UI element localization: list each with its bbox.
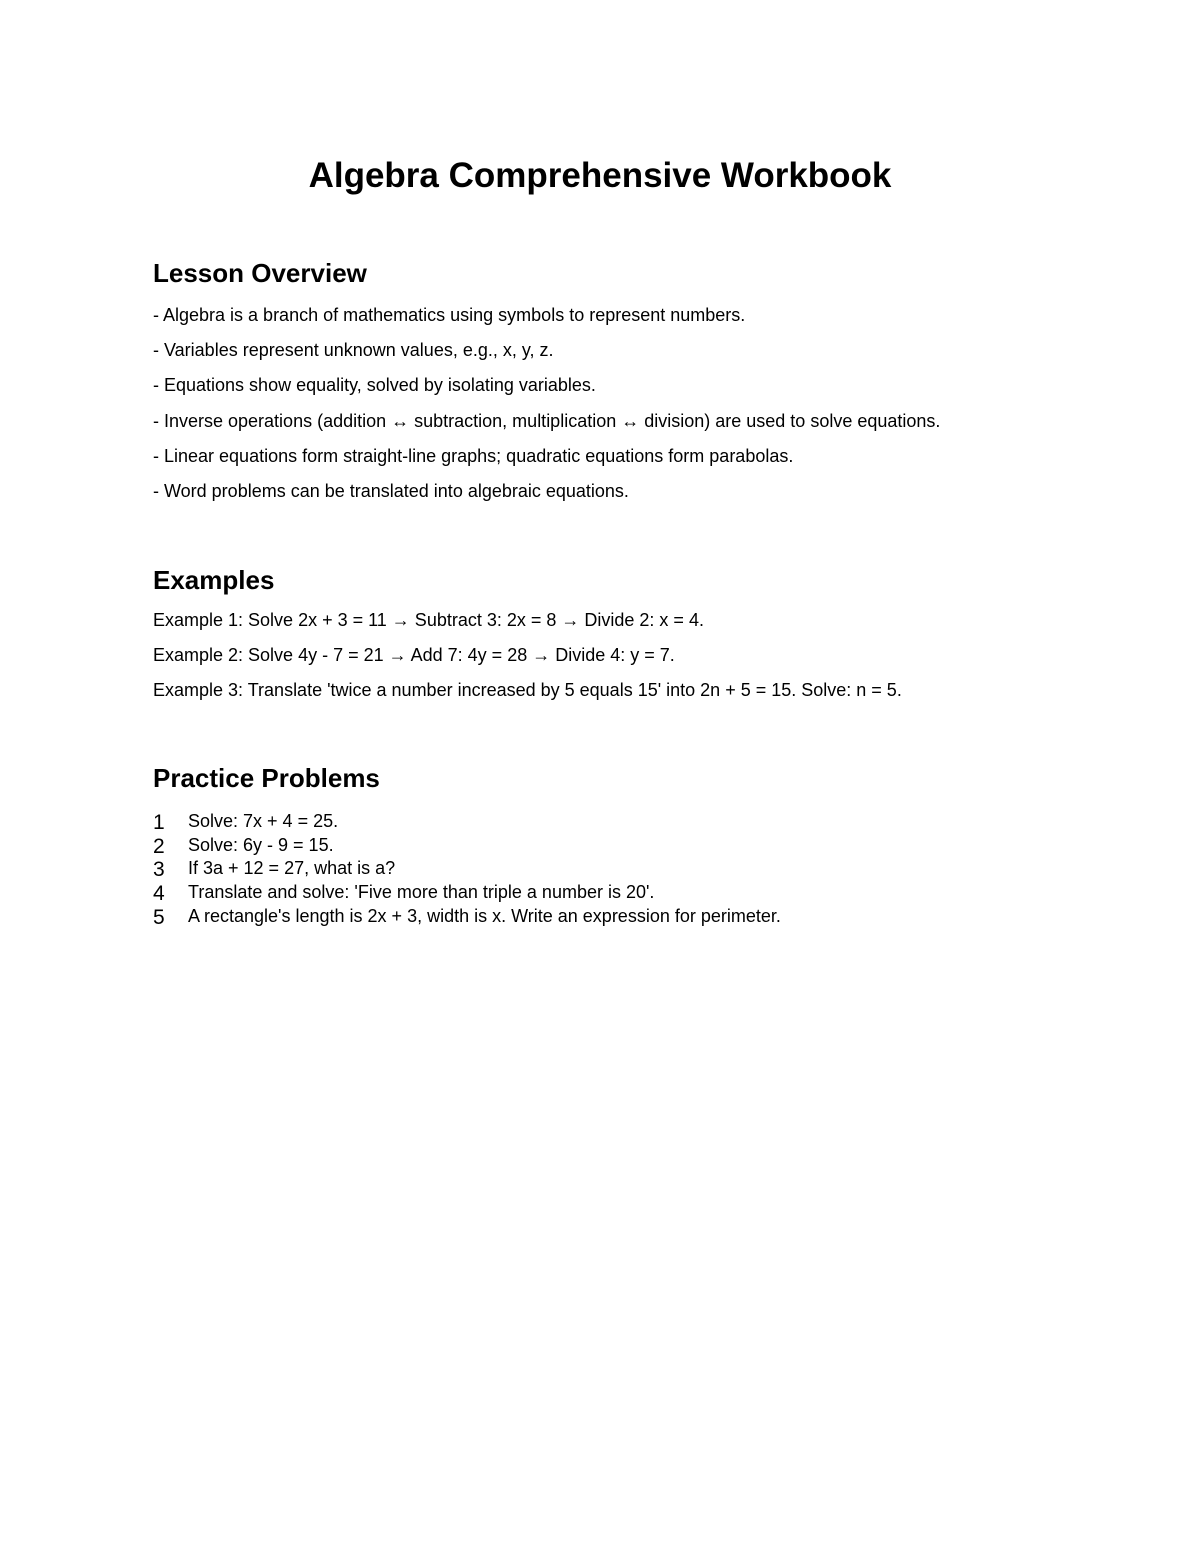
problem-text: A rectangle's length is 2x + 3, width is x. Write an expression for perimeter. xyxy=(188,905,781,926)
practice-problems-heading: Practice Problems xyxy=(153,763,380,793)
example-item: Example 3: Translate 'twice a number increased by 5 equals 15' into 2n + 5 = 15. Solve: n = 5. xyxy=(153,680,902,700)
overview-item: - Inverse operations (addition ↔ subtraction, multiplication ↔ division) are used to solve equations. xyxy=(153,411,941,431)
problem-text: Solve: 7x + 4 = 25. xyxy=(188,811,339,831)
lesson-overview-heading: Lesson Overview xyxy=(153,258,367,288)
overview-item: - Linear equations form straight-line graphs; quadratic equations form parabolas. xyxy=(153,446,794,466)
problem-number: 1 xyxy=(153,811,165,834)
problem-number: 2 xyxy=(153,834,165,858)
document-title: Algebra Comprehensive Workbook xyxy=(308,156,892,195)
overview-item: - Equations show equality, solved by isolating variables. xyxy=(153,375,596,395)
problem-number: 4 xyxy=(153,882,165,906)
problem-text: Translate and solve: 'Five more than triple a number is 20'. xyxy=(188,882,655,903)
problem-number: 5 xyxy=(153,905,165,929)
overview-item: - Algebra is a branch of mathematics using symbols to represent numbers. xyxy=(153,305,746,325)
overview-item: - Variables represent unknown values, e.g., x, y, z. xyxy=(153,340,554,360)
example-item: Example 1: Solve 2x + 3 = 11 → Subtract 3: 2x = 8 → Divide 2: x = 4. xyxy=(153,610,704,630)
problem-text: Solve: 6y - 9 = 15. xyxy=(188,834,334,855)
overview-item: - Word problems can be translated into algebraic equations. xyxy=(153,481,629,501)
problem-text: If 3a + 12 = 27, what is a? xyxy=(188,858,396,879)
problem-number: 3 xyxy=(153,858,165,882)
example-item: Example 2: Solve 4y - 7 = 21 → Add 7: 4y = 28 → Divide 4: y = 7. xyxy=(153,645,675,665)
examples-heading: Examples xyxy=(153,565,275,595)
